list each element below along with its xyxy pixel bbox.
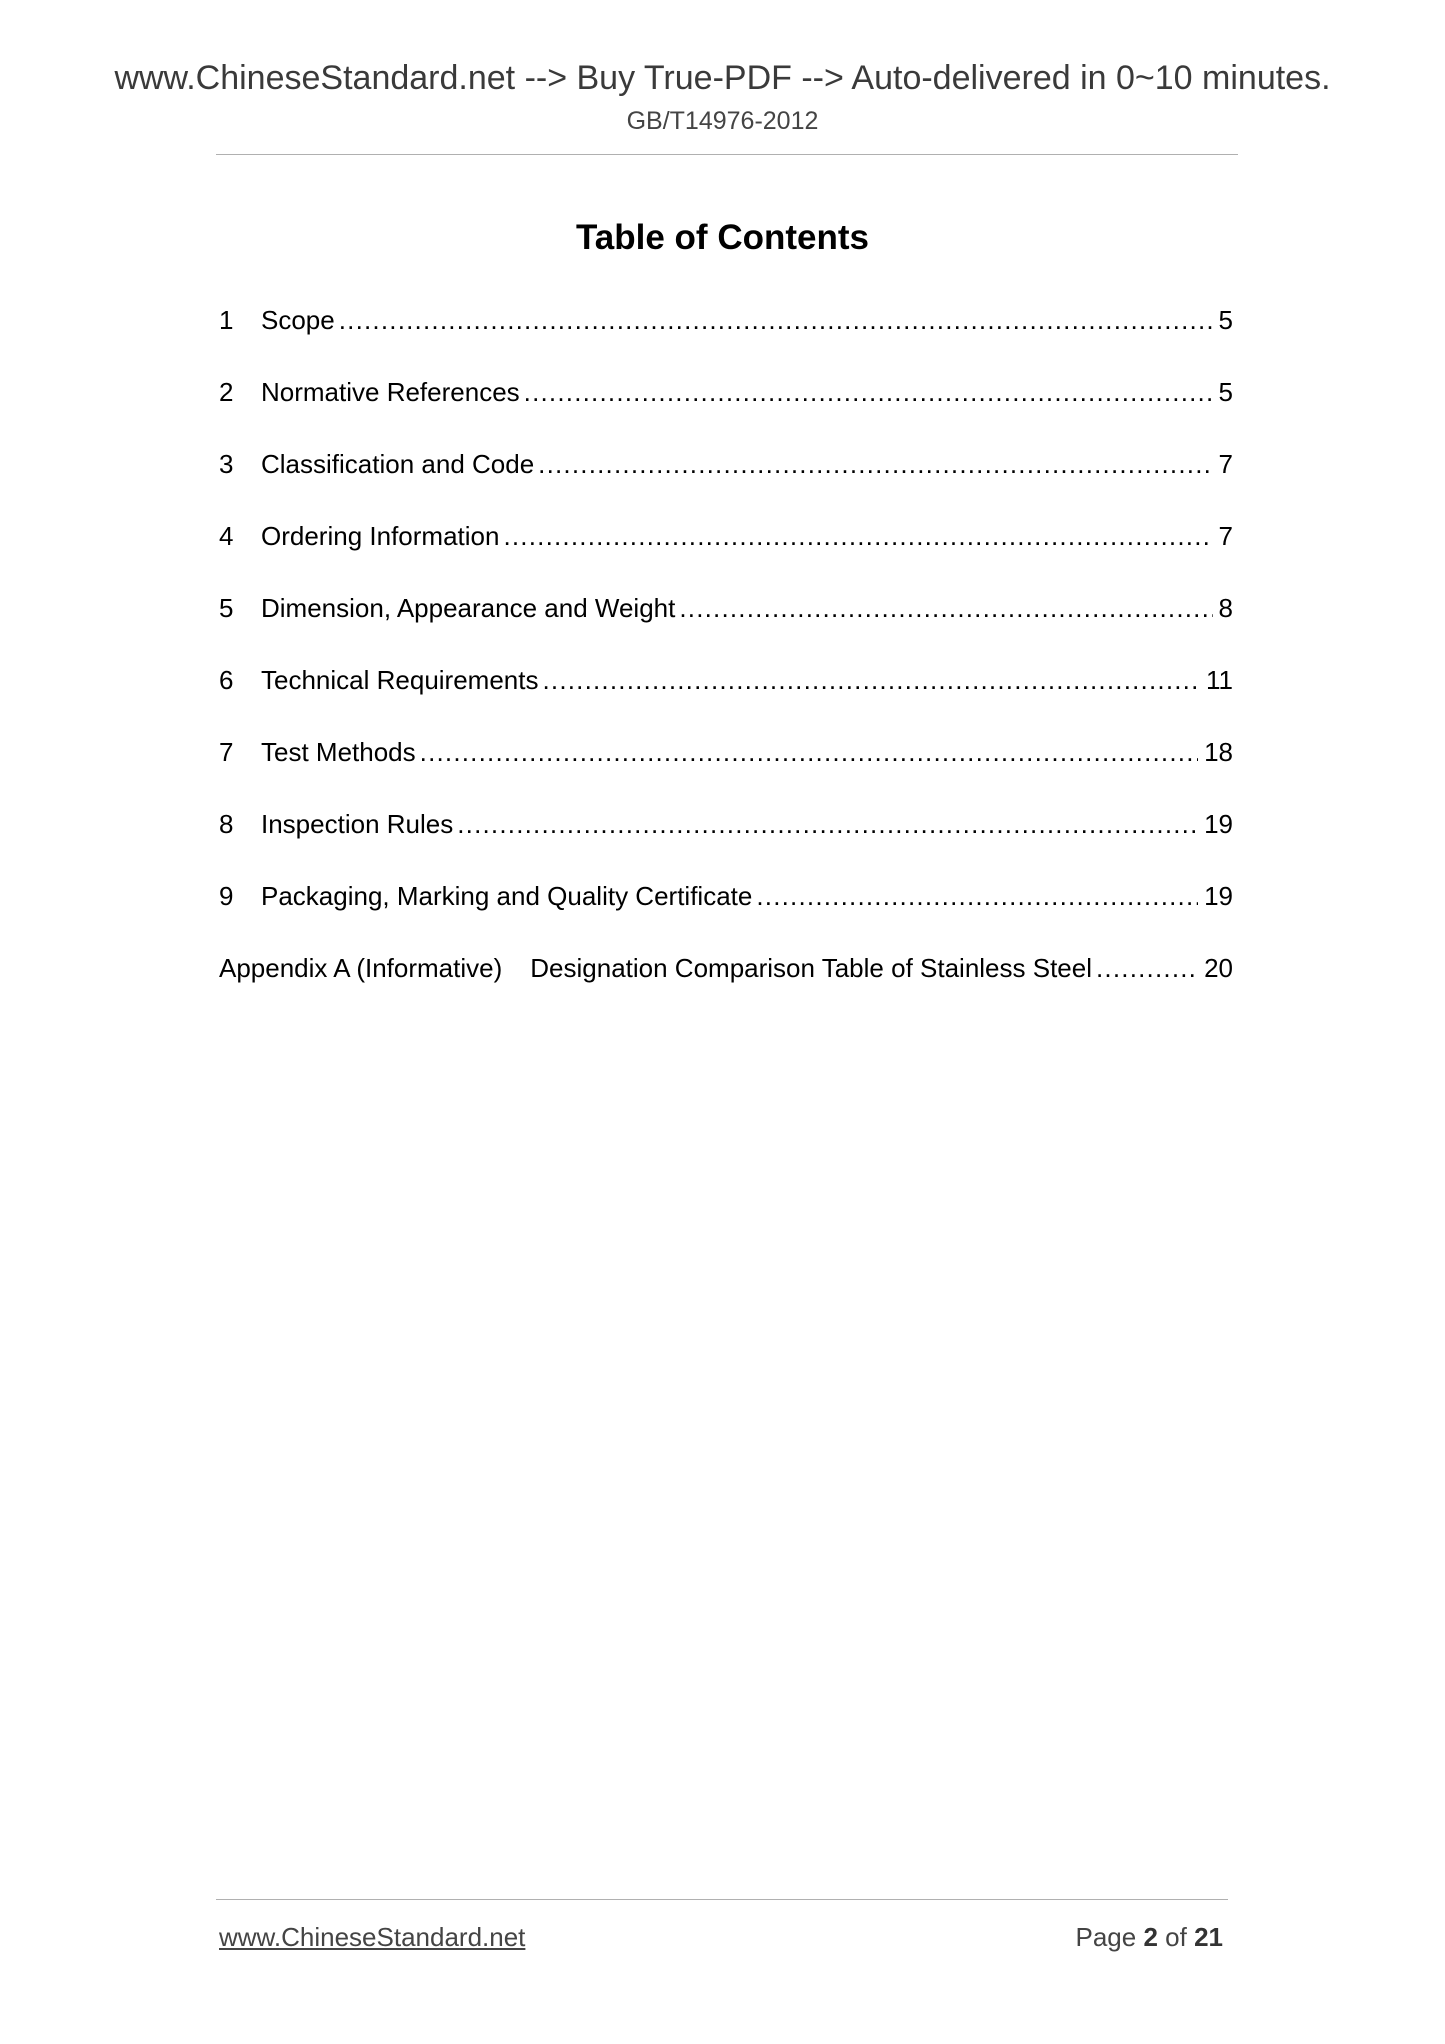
toc-entry-8[interactable]: [219, 804, 1233, 876]
toc-number: 4: [219, 521, 234, 551]
header-banner: www.ChineseStandard.net --> Buy True-PDF --> Auto-delivered in 0~10 minutes.: [114, 59, 1331, 97]
toc-number: 1: [219, 305, 234, 335]
page-indicator: [1075, 1920, 1223, 1954]
appendix-title: Designation Comparison Table of Stainless Steel: [530, 953, 1092, 983]
dot-leader: [756, 876, 1198, 916]
footer-website-link[interactable]: www.ChineseStandard.net: [219, 1922, 526, 1952]
dot-leader: [1096, 948, 1198, 988]
toc-page: 18: [1204, 737, 1233, 767]
toc-entry-4[interactable]: [219, 516, 1233, 588]
toc-entry-6[interactable]: [219, 660, 1233, 732]
toc-entry-appendix-a[interactable]: [219, 948, 1233, 1020]
toc-page: 19: [1204, 881, 1233, 911]
toc-title: Normative References: [261, 377, 520, 407]
toc-entry-5[interactable]: [219, 588, 1233, 660]
dot-leader: [679, 588, 1212, 628]
toc-title: Scope: [261, 305, 335, 335]
dot-leader: [503, 516, 1212, 556]
document-id: GB/T14976-2012: [626, 107, 819, 135]
toc-number: 9: [219, 881, 234, 911]
toc-number: 6: [219, 665, 234, 695]
total-page-number: 21: [1194, 1922, 1223, 1952]
dot-leader: [339, 300, 1213, 340]
header-divider: [216, 154, 1238, 155]
toc-page: 5: [1218, 377, 1233, 407]
footer-divider: [216, 1899, 1228, 1900]
dot-leader: [420, 732, 1198, 772]
toc-title: Packaging, Marking and Quality Certificate: [261, 881, 753, 911]
toc-entry-3[interactable]: [219, 444, 1233, 516]
dot-leader: [542, 660, 1200, 700]
toc-page: 11: [1206, 665, 1233, 695]
toc-entry-9[interactable]: [219, 876, 1233, 948]
toc-title: Test Methods: [261, 737, 416, 767]
toc-title: Ordering Information: [261, 521, 500, 551]
toc-entry-2[interactable]: [219, 372, 1233, 444]
toc-title: Inspection Rules: [261, 809, 454, 839]
toc-title: Technical Requirements: [261, 665, 539, 695]
dot-leader: [457, 804, 1198, 844]
dot-leader: [524, 372, 1213, 412]
dot-leader: [538, 444, 1212, 484]
toc-page: 7: [1218, 521, 1233, 551]
appendix-label: Appendix A (Informative): [219, 953, 503, 983]
toc-number: 2: [219, 377, 234, 407]
toc-number: 5: [219, 593, 234, 623]
toc-title: Classification and Code: [261, 449, 535, 479]
toc-title: Dimension, Appearance and Weight: [261, 593, 676, 623]
toc-page: 5: [1218, 305, 1233, 335]
toc-number: 7: [219, 737, 234, 767]
page-title: Table of Contents: [576, 218, 869, 257]
page-word: Page: [1075, 1922, 1137, 1952]
toc-page: 19: [1204, 809, 1233, 839]
toc-entry-1[interactable]: [219, 300, 1233, 372]
toc-number: 3: [219, 449, 234, 479]
toc-page: 7: [1218, 449, 1233, 479]
table-of-contents: [219, 300, 1233, 1020]
toc-number: 8: [219, 809, 234, 839]
toc-page: 8: [1218, 593, 1233, 623]
page-of-word: of: [1165, 1922, 1187, 1952]
appendix-page: 20: [1204, 953, 1233, 983]
toc-entry-7[interactable]: [219, 732, 1233, 804]
current-page-number: 2: [1143, 1922, 1158, 1952]
